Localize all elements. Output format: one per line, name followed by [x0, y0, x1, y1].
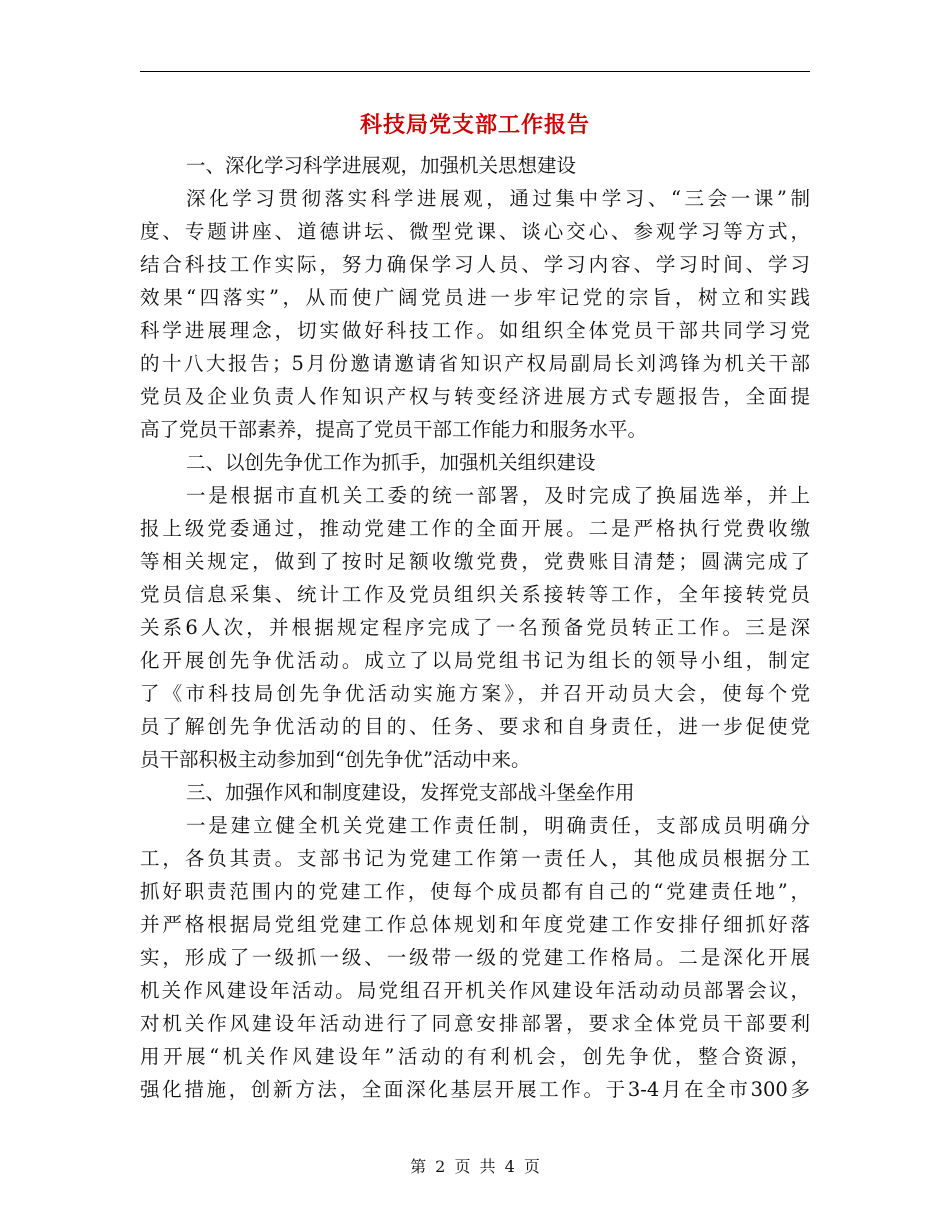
paragraph-line: 工，各负其责。支部书记为党建工作第一责任人，其他成员根据分工 [140, 847, 810, 870]
paragraph-line: 结合科技工作实际，努力确保学习人员、学习内容、学习时间、学习 [140, 253, 810, 276]
paragraph-line: 机关作风建设年活动。局党组召开机关作风建设年活动动员部署会议， [140, 979, 810, 1002]
paragraph-line: 高了党员干部素养，提高了党员干部工作能力和服务水平。 [140, 418, 648, 441]
paragraph-line: 实，形成了一级抓一级、一级带一级的党建工作格局。二是深化开展 [140, 946, 810, 969]
paragraph-line: 一是根据市直机关工委的统一部署，及时完成了换届选举，并上 [186, 484, 810, 507]
section-heading-3: 三、加强作风和制度建设，发挥党支部战斗堡垒作用 [186, 781, 635, 804]
paragraph-line: 的十八大报告；5月份邀请邀请省知识产权局副局长刘鸿锋为机关干部 [140, 352, 810, 375]
page-number-footer: 第 2 页 共 4 页 [410, 1157, 540, 1176]
paragraph-line: 强化措施，创新方法，全面深化基层开展工作。于3-4月在全市300多 [140, 1078, 810, 1101]
paragraph-line: 了《市科技局创先争优活动实施方案》，并召开动员大会，使每个党 [140, 682, 810, 705]
paragraph-line: 科学进展理念，切实做好科技工作。如组织全体党员干部共同学习党 [140, 319, 810, 342]
section-heading-2: 二、以创先争优工作为抓手，加强机关组织建设 [186, 451, 596, 474]
paragraph-line: 度、专题讲座、道德讲坛、微型党课、谈心交心、参观学习等方式， [140, 220, 810, 243]
paragraph-line: 效果“四落实”，从而使广阔党员进一步牢记党的宗旨，树立和实践 [140, 286, 810, 309]
paragraph-line: 等相关规定，做到了按时足额收缴党费，党费账目清楚；圆满完成了 [140, 550, 810, 573]
paragraph-line: 一是建立健全机关党建工作责任制，明确责任，支部成员明确分 [186, 814, 810, 837]
paragraph-line: 深化学习贯彻落实科学进展观，通过集中学习、“三会一课”制 [186, 187, 810, 210]
header-rule [140, 71, 810, 72]
paragraph-line: 关系6人次，并根据规定程序完成了一名预备党员转正工作。三是深 [140, 616, 810, 639]
paragraph-line: 党员信息采集、统计工作及党员组织关系接转等工作，全年接转党员 [140, 583, 810, 606]
paragraph-line: 并严格根据局党组党建工作总体规划和年度党建工作安排仔细抓好落 [140, 913, 810, 936]
paragraph-line: 员干部积极主动参加到“创先争优”活动中来。 [140, 748, 531, 771]
paragraph-line: 员了解创先争优活动的目的、任务、要求和自身责任，进一步促使党 [140, 715, 810, 738]
section-heading-1: 一、深化学习科学进展观，加强机关思想建设 [186, 154, 577, 177]
paragraph-line: 用开展“机关作风建设年”活动的有利机会，创先争优，整合资源， [140, 1045, 810, 1068]
paragraph-line: 党员及企业负责人作知识产权与转变经济进展方式专题报告，全面提 [140, 385, 810, 408]
paragraph-line: 化开展创先争优活动。成立了以局党组书记为组长的领导小组，制定 [140, 649, 810, 672]
paragraph-line: 抓好职责范围内的党建工作，使每个成员都有自己的“党建责任地”， [140, 880, 810, 903]
paragraph-line: 对机关作风建设年活动进行了同意安排部署，要求全体党员干部要利 [140, 1012, 810, 1035]
document-title: 科技局党支部工作报告 [359, 112, 590, 138]
paragraph-line: 报上级党委通过，推动党建工作的全面开展。二是严格执行党费收缴 [140, 517, 810, 540]
